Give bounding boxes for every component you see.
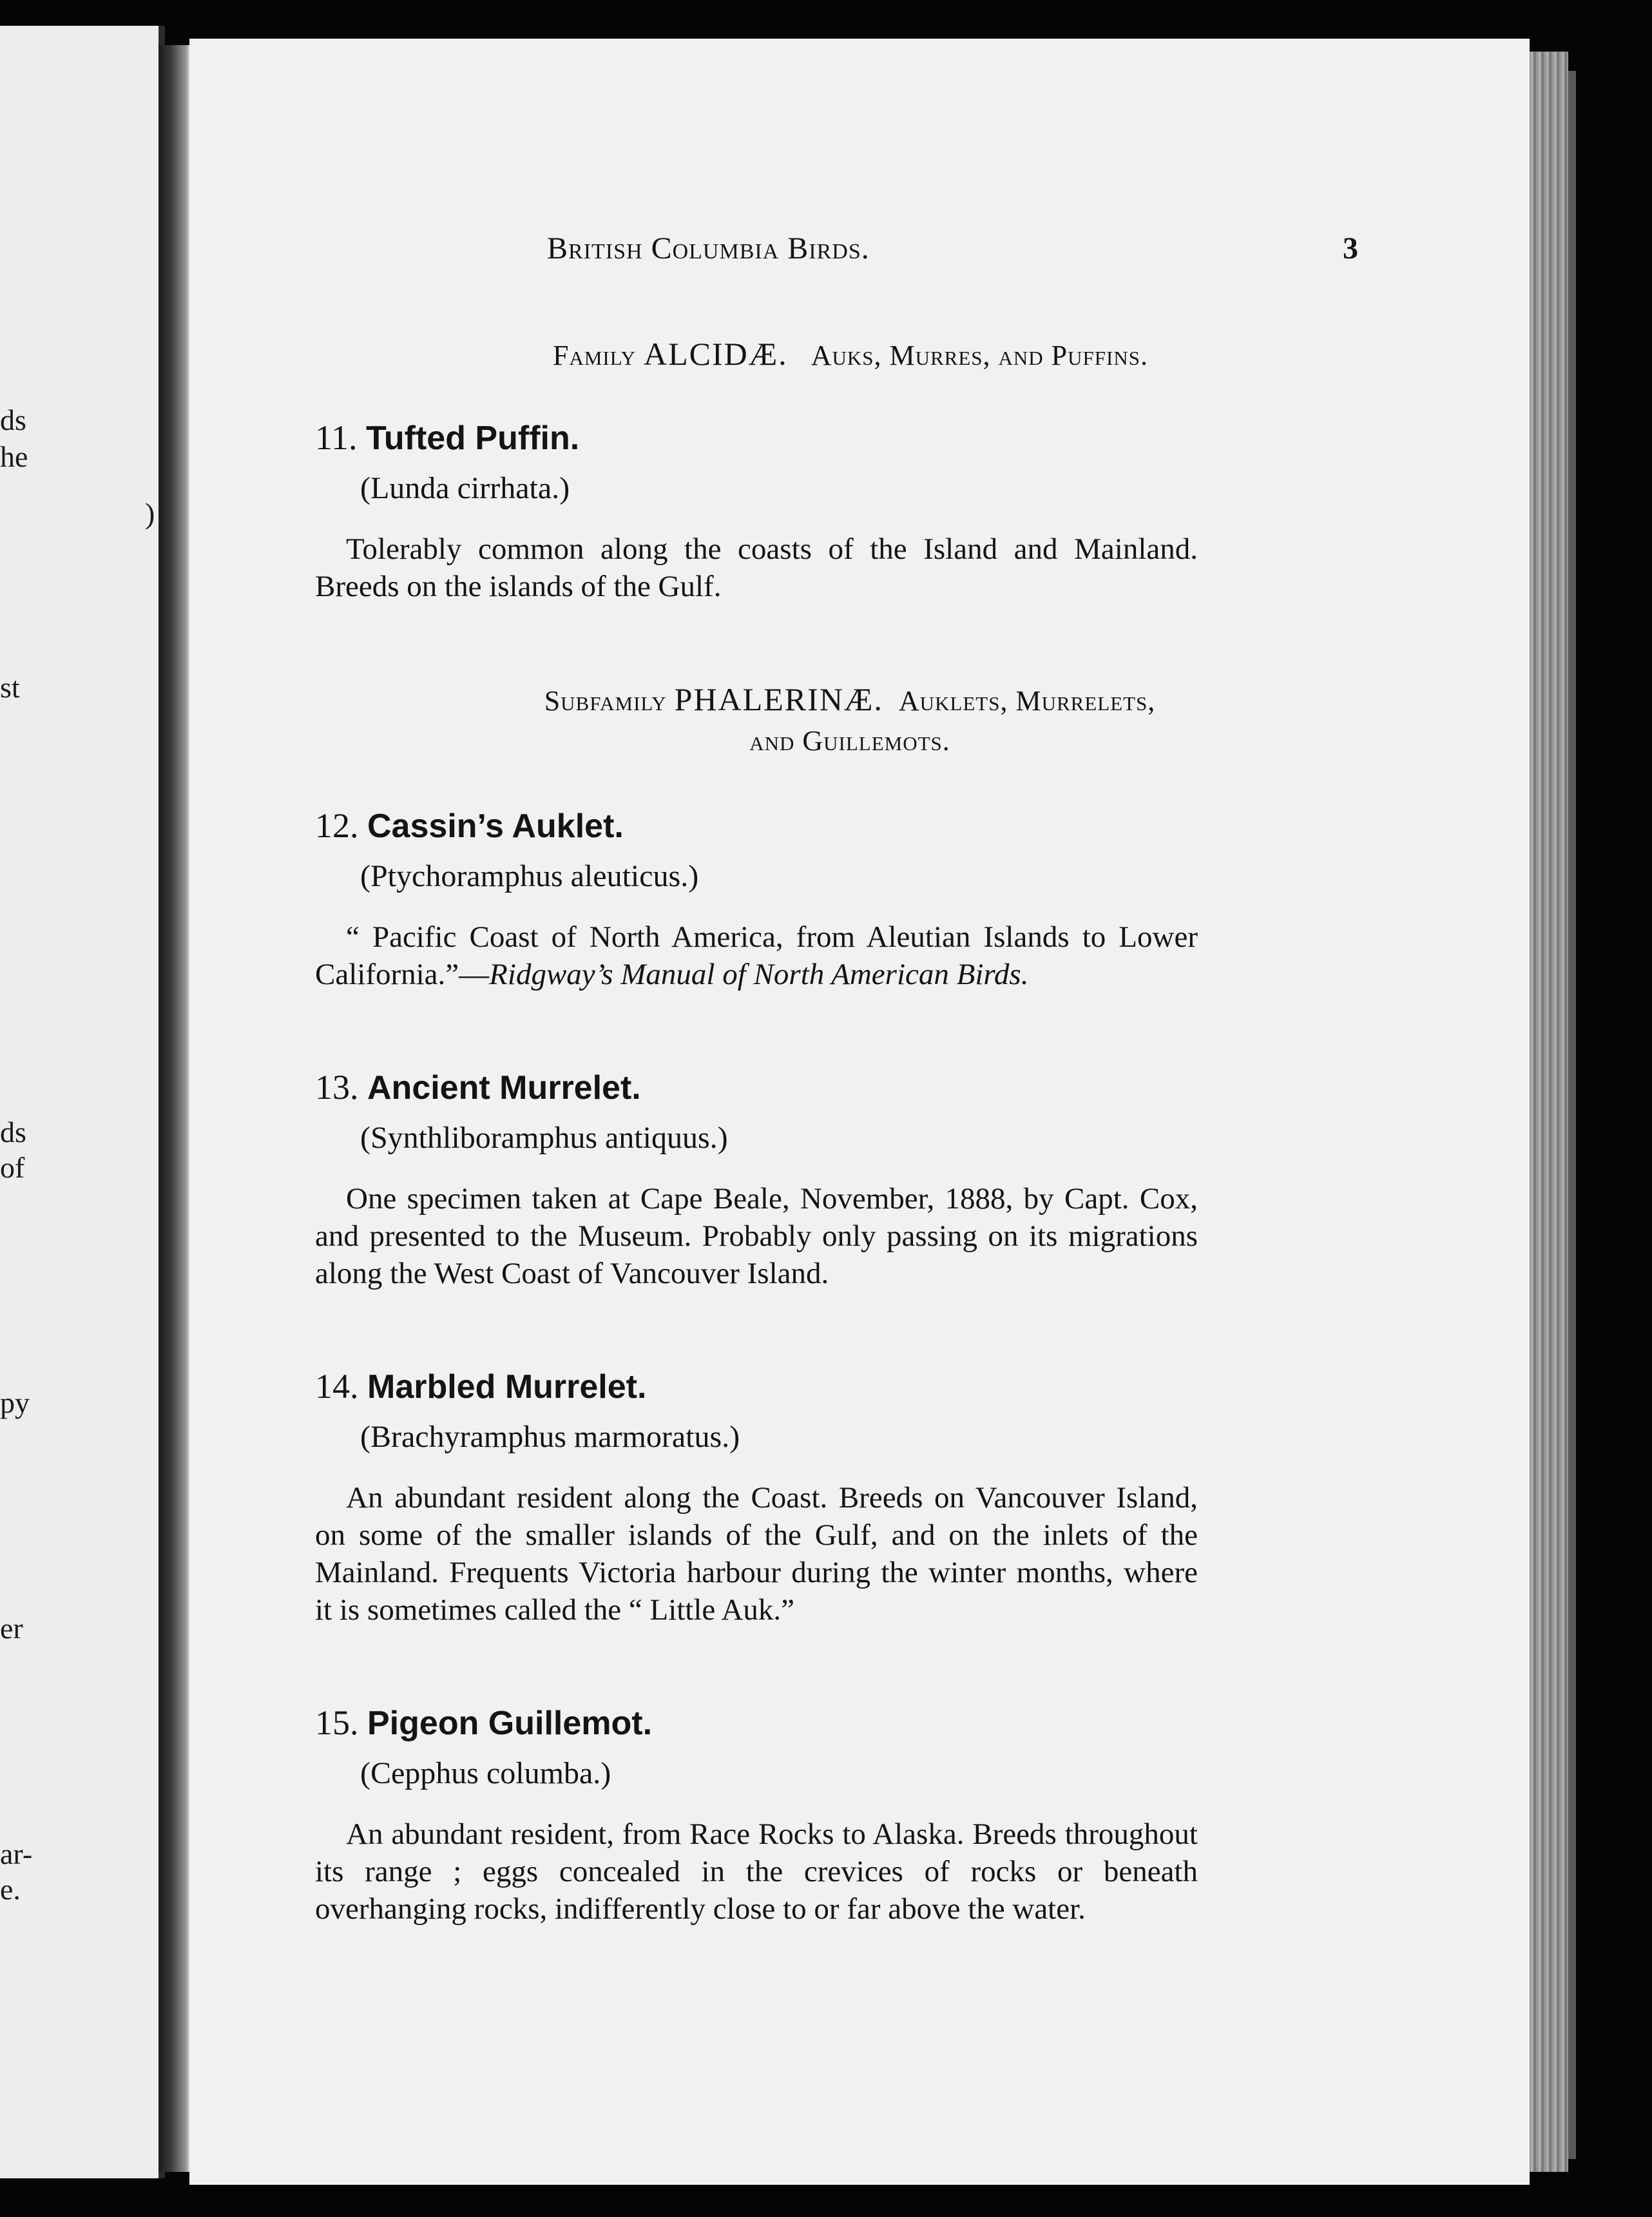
facing-page-fragment: ar- <box>0 1837 33 1870</box>
book-page <box>189 39 1530 2185</box>
scientific-name: (Cepphus columba.) <box>360 1756 611 1790</box>
facing-page-fragment: er <box>0 1612 23 1645</box>
species-heading <box>315 418 1204 458</box>
family-prefix: Family <box>553 340 636 371</box>
facing-page <box>0 26 165 2178</box>
species-name: Tufted Puffin. <box>366 420 580 457</box>
facing-page-fragment: ds <box>0 1116 26 1148</box>
species-entry <box>315 418 1204 605</box>
species-name: Ancient Murrelet. <box>367 1069 641 1107</box>
species-heading <box>315 806 1204 846</box>
page-number: 3 <box>1343 231 1359 266</box>
book-gutter <box>158 45 189 2172</box>
page-edge <box>1530 52 1568 2172</box>
species-number: 13. <box>315 1068 359 1107</box>
species-name: Marbled Murrelet. <box>367 1368 647 1406</box>
subfamily-common-name-line2: and Guillemots. <box>749 725 950 757</box>
family-heading <box>354 335 1347 373</box>
scientific-name: (Brachyramphus marmoratus.) <box>360 1420 740 1454</box>
family-common-name: Auks, Murres, and Puffins. <box>811 340 1148 371</box>
species-number: 14. <box>315 1367 359 1406</box>
description-source: Ridgway’s Manual of North American Birds. <box>489 958 1029 991</box>
subfamily-name: PHALERINÆ. <box>674 681 883 717</box>
species-entry <box>315 1366 1204 1629</box>
species-description <box>315 918 1198 993</box>
subfamily-common-name-line1: Auklets, Murrelets, <box>898 685 1156 717</box>
species-number: 11. <box>315 418 358 457</box>
facing-page-fragment: e. <box>0 1873 21 1906</box>
facing-page-fragment: ) <box>145 497 155 530</box>
scientific-name: (Lunda cirrhata.) <box>360 471 570 505</box>
species-heading <box>315 1703 1204 1743</box>
species-description: One specimen taken at Cape Beale, November, 1888, by Capt. Cox, and presented to the Museum. Probably only passing on its migrations along the West Coast of Vancouver Island. <box>315 1182 1198 1290</box>
family-name: ALCIDÆ. <box>643 336 788 372</box>
facing-page-fragment: py <box>0 1386 30 1419</box>
species-heading <box>315 1366 1204 1406</box>
species-description: Tolerably common along the coasts of the Island and Mainland. Breeds on the islands of the Gulf. <box>315 532 1198 603</box>
species-number: 15. <box>315 1703 359 1742</box>
species-entry <box>315 806 1204 993</box>
species-number: 12. <box>315 806 359 845</box>
species-name: Cassin’s Auklet. <box>367 808 624 845</box>
page-edge-shadow <box>1568 71 1576 2159</box>
scientific-name: (Synthliboramphus antiquus.) <box>360 1121 728 1155</box>
scientific-name: (Ptychoramphus aleuticus.) <box>360 859 699 893</box>
species-name: Pigeon Guillemot. <box>367 1705 653 1742</box>
facing-page-fragment: he <box>0 440 28 473</box>
species-heading <box>315 1067 1204 1107</box>
species-entry <box>315 1703 1204 1928</box>
facing-page-fragment: of <box>0 1151 25 1184</box>
facing-page-fragment: st <box>0 671 20 704</box>
description-quote: “ Pacific Coast of North America, from Aleutian Islands to Lower California.”— <box>315 920 1198 991</box>
facing-page-fragment: ds <box>0 403 26 436</box>
subfamily-prefix: Subfamily <box>544 685 667 717</box>
running-title: British Columbia Birds. <box>547 231 870 266</box>
species-entry <box>315 1067 1204 1292</box>
species-description: An abundant resident, from Race Rocks to Alaska. Breeds throughout its range ; eggs concealed in the crevices of rocks or beneath overhanging rocks, indifferently close to or far above the water. <box>315 1817 1198 1926</box>
species-description: An abundant resident along the Coast. Breeds on Vancouver Island, on some of the smaller islands of the Gulf, and on the inlets of the Mainland. Frequents Victoria harbour during the winter months, where it is sometimes called the “ Little Auk.” <box>315 1481 1198 1627</box>
subfamily-heading <box>344 679 1356 761</box>
